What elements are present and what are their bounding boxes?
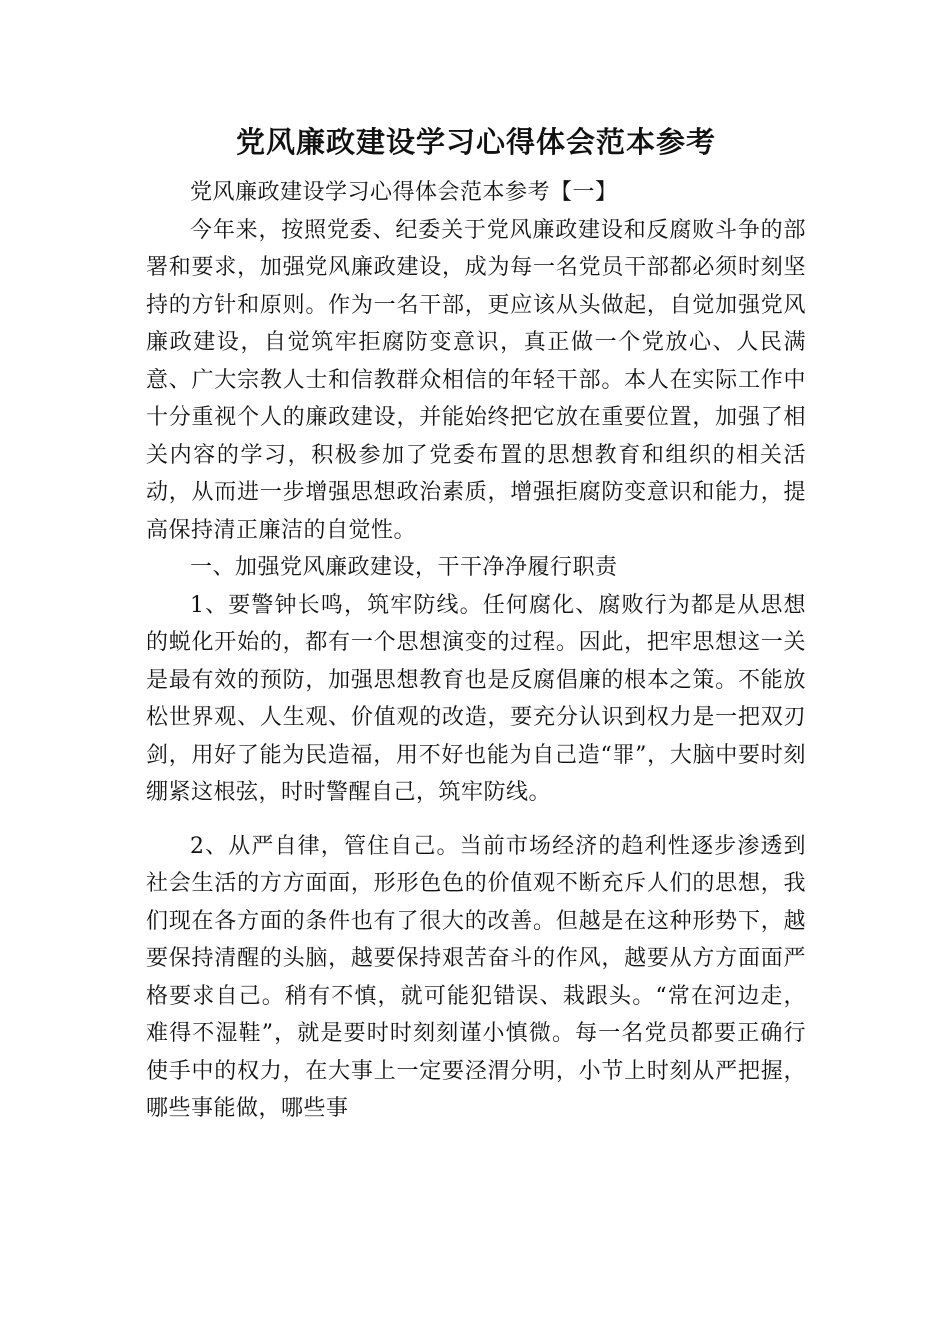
paragraph-point-1: 1、要警钟长鸣，筑牢防线。任何腐化、腐败行为都是从思想的蜕化开始的，都有一个思想演变的过程。因此，把牢思想这一关是最有效的预防，加强思想教育也是反腐倡廉的根本之策。不能放松世界观、人生观、价值观的改造，要充分认识到权力是一把双刃剑，用好了能为民造福，用不好也能为自己造“罪”，大脑中要时刻绷紧这根弦，时时警醒自己，筑牢防线。: [146, 592, 806, 805]
section-heading-1: 一、加强党风廉政建设，干干净净履行职责: [190, 555, 618, 580]
paragraph-intro: 今年来，按照党委、纪委关于党风廉政建设和反腐败斗争的部署和要求，加强党风廉政建设，成为每一名党员干部都必须时刻坚持的方针和原则。作为一名干部，更应该从头做起，自觉加强党风廉政建设，自觉筑牢拒腐防变意识，真正做一个党放心、人民满意、广大宗教人士和信教群众相信的年轻干部。本人在实际工作中十分重视个人的廉政建设，并能始终把它放在重要位置，加强了相关内容的学习，积极参加了党委布置的思想教育和组织的相关活动，从而进一步增强思想政治素质，增强拒腐防变意识和能力，提高保持清正廉洁的自觉性。: [146, 217, 806, 543]
document-title: 党风廉政建设学习心得体会范本参考: [235, 125, 716, 159]
paragraph-point-2: 2、从严自律，管住自己。当前市场经济的趋利性逐步渗透到社会生活的方方面面，形形色色的价值观不断充斥人们的思想，我们现在各方面的条件也有了很大的改善。但越是在这种形势下，越要保持清醒的头脑，越要保持艰苦奋斗的作风，越要从方方面面严格要求自己。稍有不慎，就可能犯错误、栽跟头。“常在河边走，难得不湿鞋”，就是要时时刻刻谨小慎微。每一名党员都要正确行使手中的权力，在大事上一定要泾渭分明，小节上时刻从严把握，哪些事能做，哪些事: [146, 833, 806, 1121]
document-page: [146, 118, 806, 1128]
document-subtitle: 党风廉政建设学习心得体会范本参考【一】: [190, 180, 618, 205]
